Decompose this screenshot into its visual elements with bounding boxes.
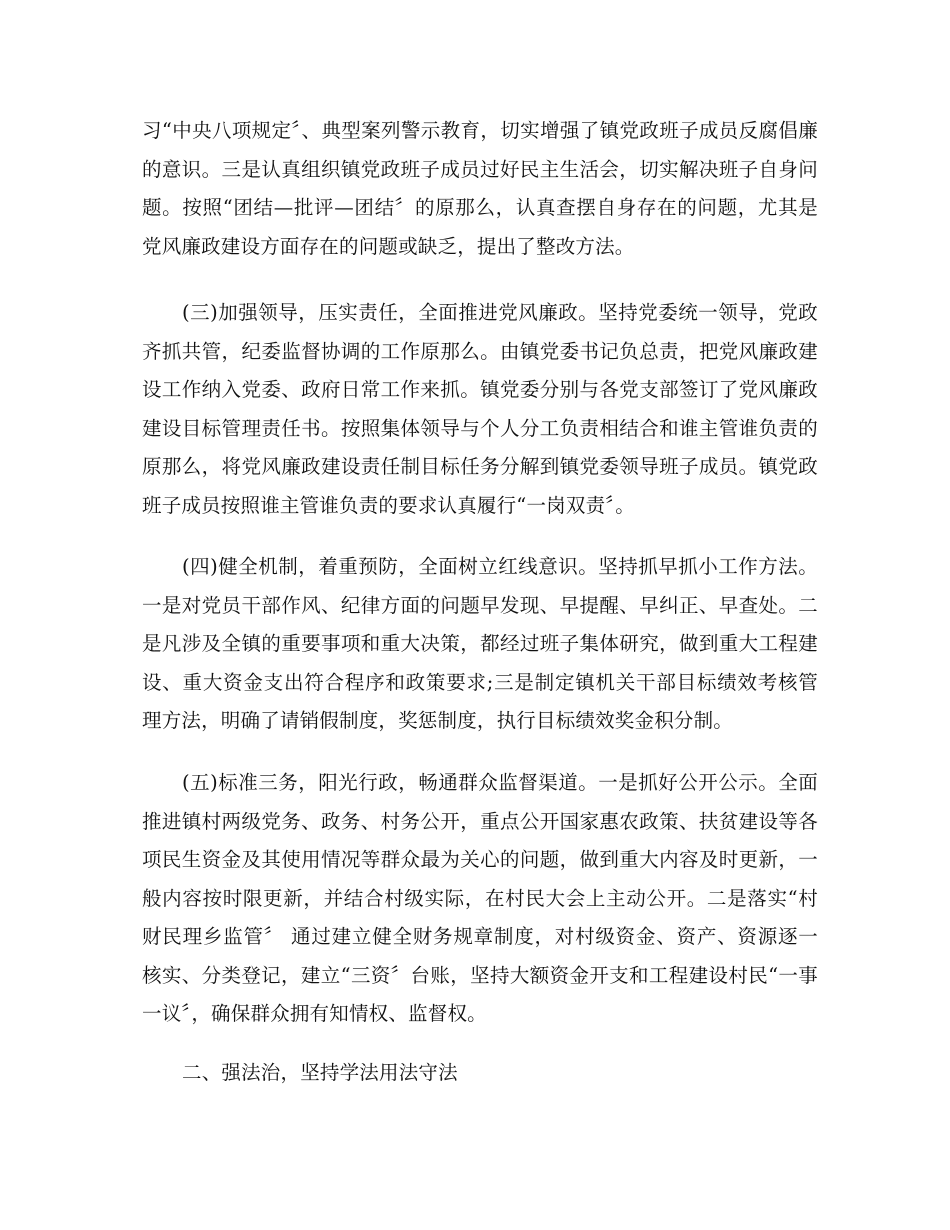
heading-text: 二、强法治，坚持学法用法守法 <box>182 1061 458 1084</box>
section-heading <box>142 1054 818 1093</box>
paragraph-text: 习“中央八项规定〞、典型案列警示教育，切实增强了镇党政班子成员反腐倡廉的意识。三是认真组织镇党政班子成员过好民主生活会，切实解决班子自身问题。按照“团结—批评—团结〞的原那么，认真查摆自身存在的问题，尤其是党风廉政建设方面存在的问题或缺乏，提出了整改方法。 <box>142 119 818 258</box>
paragraph-text: (四)健全机制，着重预防，全面树立红线意识。坚持抓早抓小工作方法。一是对党员干部作风、纪律方面的问题早发现、早提醒、早纠正、早查处。二是凡涉及全镇的重要事项和重大决策，都经过班子集体研究，做到重大工程建设、重大资金支出符合程序和政策要求;三是制定镇机关干部目标绩效考核管理方法，明确了请销假制度，奖惩制度，执行目标绩效奖金积分制。 <box>142 555 818 732</box>
paragraph-text: (三)加强领导，压实责任，全面推进党风廉政。坚持党委统一领导，党政齐抓共管，纪委监督协调的工作原那么。由镇党委书记负总责，把党风廉政建设工作纳入党委、政府日常工作来抓。镇党委分别与各党支部签订了党风廉政建设目标管理责任书。按照集体领导与个人分工负责相结合和谁主管谁负责的原那么，将党风廉政建设责任制目标任务分解到镇党委领导班子成员。镇党政班子成员按照谁主管谁负责的要求认真履行“一岗双责〞。 <box>142 301 818 517</box>
paragraph-text: (五)标准三务，阳光行政，畅通群众监督渠道。一是抓好公开公示。全面推进镇村两级党务、政务、村务公开，重点公开国家惠农政策、扶贫建设等各项民生资金及其使用情况等群众最为关心的问题，做到重大内容及时更新，一般内容按时限更新，并结合村级实际，在村民大会上主动公开。二是落实“村财民理乡监管〞 通过建立健全财务规章制度，对村级资金、资产、资源逐一核实、分类登记，建立“三资〞台账，坚持大额资金开支和工程建设村民“一事一议〞，确保群众拥有知情权、监督权。 <box>142 771 818 1025</box>
paragraph-continuation <box>142 112 818 266</box>
paragraph-section-five <box>142 764 818 1034</box>
paragraph-section-three <box>142 294 818 525</box>
paragraph-section-four <box>142 548 818 741</box>
